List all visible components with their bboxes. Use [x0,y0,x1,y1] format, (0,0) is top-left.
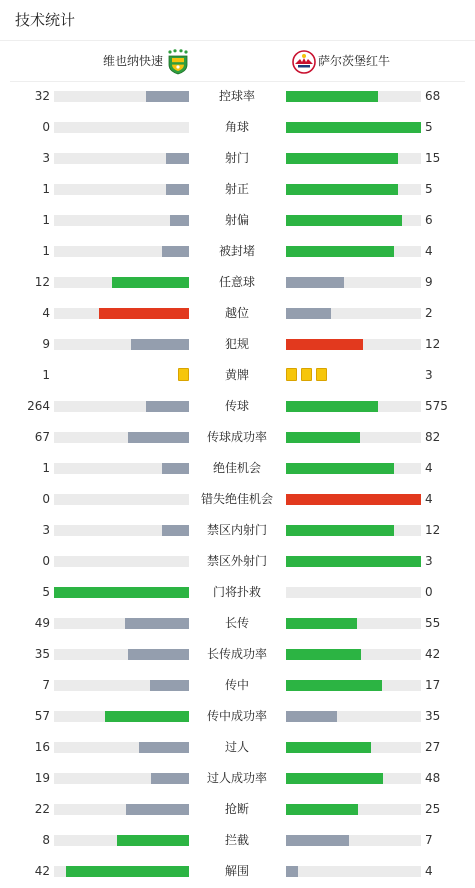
home-stat-value: 32 [34,89,50,103]
stat-row [0,422,475,453]
home-stat-bar [54,91,189,102]
teams-header [10,41,465,82]
home-bar-fill [166,184,189,195]
away-bar-fill [286,494,421,505]
stat-label: 射门 [224,151,249,165]
stat-row [0,298,475,329]
home-bar-fill [170,215,189,226]
away-team-logo-icon [292,50,316,74]
home-bar-fill [54,587,189,598]
stat-label: 射正 [224,182,249,196]
away-bar-fill [286,804,358,815]
home-stat-value: 16 [34,740,50,754]
home-stat-value: 0 [42,554,50,568]
away-yellow-cards [286,368,327,381]
away-stat-bar [286,835,421,846]
home-bar-fill [125,618,189,629]
stat-row [0,732,475,763]
home-bar-fill [117,835,189,846]
away-bar-fill [286,618,357,629]
stat-label: 传球 [224,399,249,413]
stat-row [0,608,475,639]
stat-label: 黄牌 [224,368,249,382]
home-bar-fill [146,401,189,412]
stat-row [0,360,475,391]
away-bar-fill [286,773,383,784]
stat-row [0,267,475,298]
stat-row [0,856,475,887]
stat-label: 过人 [224,740,249,754]
home-bar-fill [150,680,189,691]
away-bar-fill [286,153,398,164]
away-stat-bar [286,463,421,474]
away-stat-value: 12 [425,523,441,537]
away-stat-value: 12 [425,337,441,351]
away-stat-bar [286,556,421,567]
home-stat-value: 7 [42,678,50,692]
stat-row [0,484,475,515]
away-team-name: 萨尔茨堡红牛 [318,54,391,68]
home-stat-bar [54,184,189,195]
yellow-card-icon [301,368,312,381]
away-stat-value: 82 [425,430,441,444]
home-stat-bar [54,680,189,691]
home-stat-value: 1 [42,368,50,382]
away-stat-value: 25 [425,802,441,816]
home-stat-value: 35 [34,647,50,661]
stat-row [0,825,475,856]
away-bar-fill [286,184,398,195]
stat-label: 长传成功率 [206,647,267,661]
home-bar-fill [131,339,189,350]
away-stat-bar [286,711,421,722]
away-stat-value: 5 [425,120,433,134]
stat-row [0,174,475,205]
page-title: 技术统计 [15,11,76,29]
home-stat-value: 57 [34,709,50,723]
away-bar-fill [286,680,382,691]
stat-label: 禁区内射门 [206,523,267,537]
away-stat-value: 27 [425,740,441,754]
home-stat-value: 22 [34,802,50,816]
home-stat-value: 8 [42,833,50,847]
home-stat-bar [54,401,189,412]
stat-row [0,81,475,112]
home-stat-bar [54,215,189,226]
stat-label: 抢断 [224,802,249,816]
home-stat-bar [54,246,189,257]
away-stat-bar [286,804,421,815]
away-stat-value: 68 [425,89,441,103]
home-stat-value: 4 [42,306,50,320]
away-bar-fill [286,649,361,660]
away-stat-value: 17 [425,678,441,692]
away-stat-bar [286,91,421,102]
home-stat-value: 264 [27,399,50,413]
home-stat-value: 12 [34,275,50,289]
stat-label: 解围 [224,864,249,878]
home-stat-value: 0 [42,492,50,506]
home-stat-bar [54,835,189,846]
away-stat-bar [286,401,421,412]
home-stat-value: 3 [42,151,50,165]
stat-row [0,453,475,484]
home-team-logo-icon [166,49,190,75]
stat-label: 绝佳机会 [212,461,261,475]
home-stat-value: 42 [34,864,50,878]
stat-label: 犯规 [224,337,249,351]
stat-label: 长传 [224,616,249,630]
away-bar-fill [286,525,394,536]
away-bar-fill [286,308,331,319]
home-team-name: 维也纳快速 [102,54,163,68]
away-stat-bar [286,525,421,536]
away-stat-value: 0 [425,585,433,599]
home-stat-bar [54,494,189,505]
stat-row [0,329,475,360]
away-stat-bar [286,184,421,195]
yellow-card-icon [178,368,189,381]
away-bar-fill [286,835,349,846]
home-stat-bar [54,773,189,784]
away-stat-bar [286,742,421,753]
stat-row [0,205,475,236]
stat-row [0,515,475,546]
away-bar-fill [286,463,394,474]
away-stat-value: 7 [425,833,433,847]
home-stat-value: 1 [42,213,50,227]
home-stat-bar [54,308,189,319]
away-stat-bar [286,773,421,784]
home-stat-bar [54,742,189,753]
away-stat-value: 2 [425,306,433,320]
away-stat-value: 4 [425,461,433,475]
home-stat-value: 1 [42,244,50,258]
away-bar-fill [286,215,402,226]
away-stat-bar [286,308,421,319]
stat-row [0,391,475,422]
away-stat-value: 6 [425,213,433,227]
home-stat-value: 5 [42,585,50,599]
home-stat-value: 1 [42,461,50,475]
home-stat-bar [54,556,189,567]
home-bar-fill [162,463,189,474]
home-bar-fill [162,525,189,536]
home-stat-bar [54,587,189,598]
home-bar-fill [146,91,189,102]
stat-row [0,639,475,670]
home-stat-bar [54,618,189,629]
away-stat-bar [286,680,421,691]
home-bar-fill [151,773,189,784]
stat-label: 射偏 [224,213,249,227]
home-stat-value: 49 [34,616,50,630]
home-stat-bar [54,804,189,815]
stat-label: 过人成功率 [206,771,267,785]
stat-label: 传球成功率 [206,430,267,444]
home-bar-fill [139,742,189,753]
away-stat-bar [286,618,421,629]
away-stat-value: 4 [425,244,433,258]
away-stat-bar [286,494,421,505]
home-stat-bar [54,122,189,133]
away-stat-value: 48 [425,771,441,785]
home-stat-value: 19 [34,771,50,785]
stat-label: 越位 [224,306,249,320]
stat-row [0,701,475,732]
stat-row [0,794,475,825]
away-stat-bar [286,339,421,350]
home-stat-bar [54,339,189,350]
home-bar-fill [128,432,189,443]
away-stat-value: 4 [425,492,433,506]
stat-label: 传中 [224,678,249,692]
away-stat-bar [286,649,421,660]
home-stat-bar [54,153,189,164]
home-bar-fill [162,246,189,257]
away-stat-bar [286,587,421,598]
stat-label: 被封堵 [218,244,255,258]
away-stat-value: 3 [425,554,433,568]
home-stat-bar [54,866,189,877]
away-stat-value: 4 [425,864,433,878]
away-stat-bar [286,215,421,226]
away-bar-fill [286,742,371,753]
stat-row [0,236,475,267]
away-stat-bar [286,246,421,257]
away-bar-fill [286,277,344,288]
stat-label: 禁区外射门 [206,554,267,568]
stat-row [0,143,475,174]
home-stat-bar [54,277,189,288]
home-bar-fill [128,649,189,660]
stat-row [0,670,475,701]
away-stat-value: 42 [425,647,441,661]
away-bar-fill [286,91,378,102]
stat-row [0,763,475,794]
away-stat-bar [286,153,421,164]
home-stat-bar [54,649,189,660]
away-stat-bar [286,866,421,877]
stat-label: 拦截 [224,833,249,847]
home-stat-value: 9 [42,337,50,351]
stat-row [0,546,475,577]
home-stat-bar [54,525,189,536]
stat-label: 错失绝佳机会 [200,492,273,506]
home-bar-fill [99,308,189,319]
home-bar-fill [166,153,189,164]
yellow-card-icon [316,368,327,381]
stat-row [0,112,475,143]
away-bar-fill [286,432,360,443]
stats-list [0,81,475,887]
away-stat-value: 575 [425,399,448,413]
away-stat-value: 35 [425,709,441,723]
away-bar-fill [286,246,394,257]
stat-label: 角球 [224,120,249,134]
away-stat-value: 5 [425,182,433,196]
home-yellow-cards [178,368,189,381]
away-stat-bar [286,432,421,443]
away-bar-fill [286,401,378,412]
home-stat-value: 1 [42,182,50,196]
away-stat-value: 9 [425,275,433,289]
home-bar-fill [66,866,189,877]
away-bar-fill [286,122,421,133]
away-bar-fill [286,339,363,350]
home-stat-value: 67 [34,430,50,444]
away-bar-fill [286,866,298,877]
home-bar-fill [112,277,189,288]
home-stat-value: 3 [42,523,50,537]
away-bar-fill [286,556,421,567]
home-bar-fill [105,711,189,722]
away-stat-value: 15 [425,151,441,165]
stat-label: 任意球 [218,275,255,289]
home-stat-bar [54,463,189,474]
home-stat-bar [54,432,189,443]
away-stat-bar [286,277,421,288]
away-stat-value: 55 [425,616,441,630]
stat-label: 门将扑救 [212,585,261,599]
away-stat-value: 3 [425,368,433,382]
home-stat-bar [54,711,189,722]
home-stat-value: 0 [42,120,50,134]
home-bar-fill [126,804,189,815]
away-stat-bar [286,122,421,133]
yellow-card-icon [286,368,297,381]
stat-row [0,577,475,608]
stat-label: 控球率 [218,89,255,103]
stat-label: 传中成功率 [206,709,267,723]
away-bar-fill [286,711,337,722]
